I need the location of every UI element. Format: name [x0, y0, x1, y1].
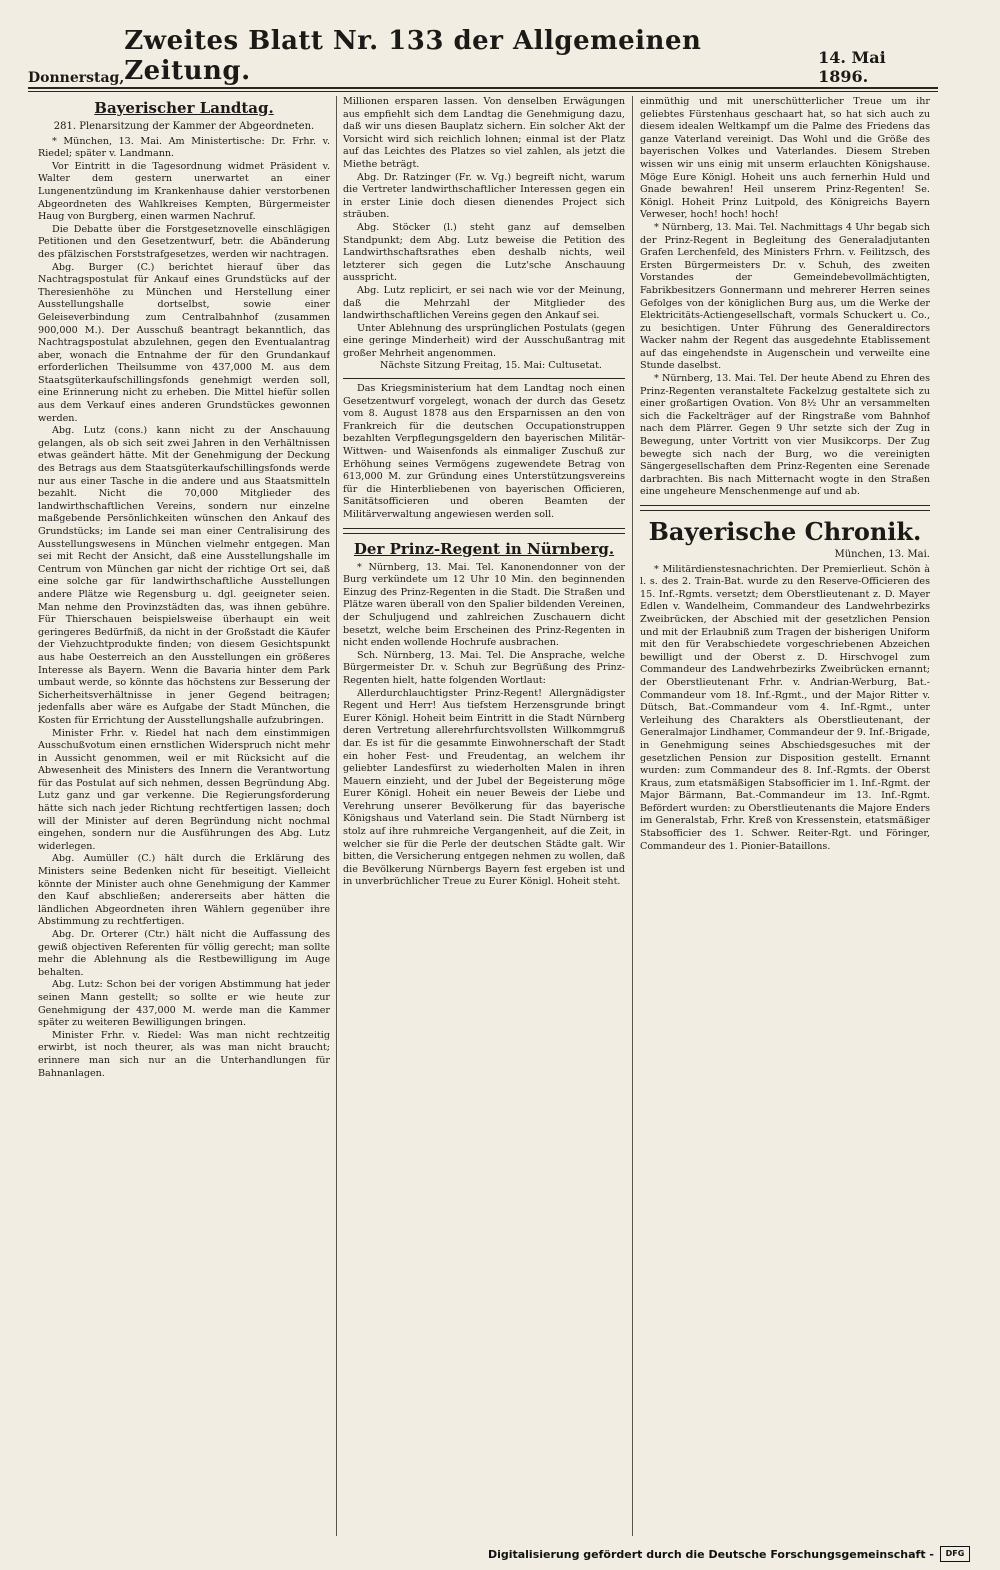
article-paragraph: Abg. Lutz (cons.) kann nicht zu der Anschauung gelangen, als ob sich seit zwei Jahren in den Verhältnissen etwas geändert hätte. Mit der Genehmigung der Deckung des Betrags aus dem Staatsgüterkaufschillingsfonds werde nur aus einer Tasche in die andere und aus Staatsmitteln bezahlt. Nicht die 70,000 Mitglieder des landwirthschaftlichen Vereins, sondern nur einzelne maßgebende Persönlichkeiten wünschen den Ankauf des Grundstücks; im Lande sei man einer Centralisirung des Ausstellungswesens in München vielmehr entgegen. Man sei mit Recht der Ansicht, daß eine Ausstellungshalle im Centrum von München gar nicht der richtige Ort sei, daß eine solche gar für landwirthschaftliche Ausstellungen andere Plätze wie Regensburg u. dgl. geeigneter seien. Man nehme den Provinzstädten das, was ihnen gebühre. Für Thierschauen beispielsweise überhaupt ein weit geringeres Bedürfniß, da nicht in der Großstadt die Käufer der Viehzuchtprodukte finden; von diesem Gesichtspunkt aus habe Oesterreich an den Ausstellungen ein größeres Interesse als Bayern. Wenn die Bavaria hinter dem Park umbaut werde, so könnte das höchstens zur Besserung der Sicherheitsverhältnisse in jener Gegend beitragen; jedenfalls aber wäre es Aufgabe der Stadt München, die Kosten für Errichtung der Ausstellungshalle aufzubringen. — [38, 425, 330, 726]
article-paragraph: * Nürnberg, 13. Mai. Tel. Nachmittags 4 Uhr begab sich der Prinz-Regent in Begleitung des Generaladjutanten Grafen Lerchenfeld, des Ministers Frhrn. v. Feilitzsch, des Ersten Bürgermeisters Dr. v. Schuh, des zweiten Vorstandes der Gemeindebevollmächtigten, Fabrikbesitzers Gonnermann und mehrerer Herren seines Gefolges von der königlichen Burg aus, um die Werke der Elektricitäts-Actiengesellschaft, vormals Schuckert u. Co., zu besichtigen. Unter Führung des Generaldirectors Wacker nahm der Regent das ausgedehnte Etablissement auf das eingehendste in Augenschein und verweilte eine Stunde daselbst. — [640, 221, 930, 372]
masthead-day: Donnerstag, — [28, 70, 125, 86]
article-paragraph: Die Debatte über die Forstgesetznovelle einschlägigen Petitionen und den Gesetzentwurf, betr. die Abänderung des pfälzischen Forststrafgesetzes, werden wir nachtragen. — [38, 223, 330, 260]
dfg-logo: DFG — [940, 1546, 970, 1562]
article-paragraph: * Militärdienstesnachrichten. Der Premierlieut. Schön à l. s. des 2. Train-Bat. wurde zu den Reserve-Officieren des 15. Inf.-Rgmts. versetzt; dem Oberstlieutenant z. D. Mayer Edlen v. Wandelheim, Commandeur des Landwehrbezirks Zweibrücken, der Abschied mit der gesetzlichen Pension und mit der Erlaubniß zum Tragen der bisherigen Uniform mit den für Verabschiedete vorgeschriebenen Abzeichen bewilligt und der Oberst z. D. Hirschvogel zum Commandeur des Landwehrbezirks Zweibrücken ernannt; der Oberstlieutenant Frhr. v. Andrian-Werburg, Bat.-Commandeur vom 18. Inf.-Rgmt., und der Major Ritter v. Dütsch, Bat.-Commandeur vom 4. Inf.-Rgmt., unter Verleihung des Charakters als Oberstlieutenant, der Generalmajor Lindhamer, Commandeur der 9. Inf.-Brigade, in Genehmigung seines Abschiedsgesuches mit der gesetzlichen Pension zur Disposition gestellt. Ernannt wurden: zum Commandeur des 8. Inf.-Rgmts. der Oberst Kraus, zum etatsmäßigen Stabsofficier im 1. Inf.-Rgmt. der Major Bärmann, Bat.-Commandeur im 13. Inf.-Rgmt. Befördert wurden: zu Oberstlieutenants die Majore Enders im Generalstab, Frhr. Kreß von Kressenstein, etatsmäßiger Stabsofficier des 1. Schwer. Reiter-Rgt. und Föringer, Commandeur des 1. Pionier-Bataillons. — [640, 563, 930, 852]
article-paragraph: Abg. Lutz: Schon bei der vorigen Abstimmung hat jeder seinen Mann gestellt; so sollte er wie heute zur Genehmigung der 437,000 M. werde man die Kammer später zu weiteren Bewilligungen bringen. — [38, 979, 330, 1029]
article-paragraph: einmüthig und mit unerschütterlicher Treue um ihr geliebtes Fürstenhaus geschaart hat, so hat sich auch zu diesem idealen Weltkampf um die Palme des Friedens das ganze Vaterland vereinigt. Das Wohl und die Größe des bayerischen Volkes und Vaterlandes. Diesem Streben wissen wir uns einig mit unserm erlauchten Königshause. Möge Eure Königl. Hoheit uns auch fernerhin Huld und Gnade bewahren! Heil unserem Prinz-Regenten! Se. Königl. Hoheit Prinz Luitpold, des Königreichs Bayern Verweser, hoch! hoch! hoch! — [640, 96, 930, 221]
digitization-footer — [488, 1544, 970, 1564]
column-2 — [343, 96, 625, 1540]
masthead-rule — [28, 87, 938, 89]
section-double-rule — [343, 528, 625, 534]
column-3 — [640, 96, 930, 1540]
section-subtitle: 281. Plenarsitzung der Kammer der Abgeordneten. — [53, 121, 315, 132]
article-paragraph: * Nürnberg, 13. Mai. Tel. Der heute Abend zu Ehren des Prinz-Regenten veranstaltete Fackelzug gestaltete sich zu einer großartigen Ovation. Von 8½ Uhr an versammelten sich die Fackelträger auf der Ringstraße vom Bahnhof nach dem Plärrer. Gegen 9 Uhr setzte sich der Zug in Bewegung, unter Vortritt von vier Musikcorps. Der Zug bewegte sich nach der Burg, wo die vereinigten Sängergesellschaften dem Prinz-Regenten eine Serenade darbrachten. Bis nach Mitternacht wogte in den Straßen eine ungeheure Menschenmenge auf und ab. — [640, 373, 930, 498]
masthead-title: Zweites Blatt Nr. 133 der Allgemeinen Zeitung. — [124, 26, 702, 86]
article-paragraph: Abg. Burger (C.) berichtet hierauf über das Nachtragspostulat für Ankauf eines Grundstücks auf der Theresienhöhe zu München und Herstellung einer Ausstellungshalle dortselbst, sowie einer Geleiseverbindung zum Centralbahnhof (zusammen 900,000 M.). Der Ausschuß beantragt bekanntlich, das Nachtragspostulat abzulehnen, gegen den Eventualantrag aber, wonach die Entnahme der für den Grundankauf erforderlichen Theilsumme von 437,000 M. aus dem Staatsgüterkaufschillingsfonds genehmigt werden soll, eine Erinnerung nicht zu erheben. Die Mittel hiefür sollen aus dem Verkauf eines anderen Grundstückes gewonnen werden. — [38, 261, 330, 424]
article-paragraph: Minister Frhr. v. Riedel hat nach dem einstimmigen Ausschußvotum einen ernstlichen Widerspruch nicht mehr in Aussicht genommen, weil er mit Rücksicht auf die Abwesenheit des Ministers des Innern die Verantwortung für das Postulat auf sich nehmen, dessen Begründung Abg. Lutz ganz und gar verkenne. Die Regierungsforderung hätte sich nach jeder Richtung rechtfertigen lassen; doch will der Minister auf deren Begründung nicht nochmal eingehen, sondern nur die Ausführungen des Abg. Lutz widerlegen. — [38, 727, 330, 852]
article-paragraph: Abg. Dr. Orterer (Ctr.) hält nicht die Auffassung des gewiß objectiven Referenten für völlig gerecht; man sollte mehr die Ablehnung als die Restbewilligung im Auge behalten. — [38, 929, 330, 978]
article-paragraph: Sch. Nürnberg, 13. Mai. Tel. Die Ansprache, welche Bürgermeister Dr. v. Schuh zur Begrüßung des Prinz-Regenten hielt, hatte folgenden Wortlaut: — [343, 649, 625, 686]
article-paragraph: * München, 13. Mai. Am Ministertische: Dr. Frhr. v. Riedel; später v. Landmann. — [38, 135, 330, 160]
section-title-chronik: Bayerische Chronik. — [648, 517, 922, 546]
column-divider — [632, 96, 633, 1536]
masthead — [28, 26, 938, 86]
masthead-rule-thin — [28, 91, 938, 92]
section-title-prinz-regent: Der Prinz-Regent in Nürnberg. — [353, 539, 615, 558]
column-1 — [38, 96, 330, 1540]
masthead-date: 14. Mai 1896. — [818, 48, 886, 86]
article-paragraph: Abg. Lutz replicirt, er sei nach wie vor der Meinung, daß die Mehrzahl der Mitglieder des landwirthschaftlichen Vereins gegen den Ankauf sei. — [343, 284, 625, 322]
column-divider — [336, 96, 337, 1536]
article-paragraph: * Nürnberg, 13. Mai. Tel. Kanonendonner von der Burg verkündete um 12 Uhr 10 Min. den beginnenden Einzug des Prinz-Regenten in die Stadt. Die Straßen und Plätze waren überall von den Spalier bildenden Vereinen, der Schuljugend und zahlreichen Zuschauern dicht besetzt, welche beim Erscheinen des Prinz-Regenten in nicht enden wollende Hochrufe ausbrachen. — [343, 561, 625, 649]
article-paragraph: Abg. Dr. Ratzinger (Fr. w. Vg.) begreift nicht, warum die Vertreter landwirthschaftlicher Interessen gegen ein in erster Linie doch diesen dienendes Project sich sträuben. — [343, 171, 625, 221]
footer-text: Digitalisierung gefördert durch die Deutsche Forschungsgemeinschaft - — [487, 1547, 934, 1561]
article-paragraph: Vor Eintritt in die Tagesordnung widmet Präsident v. Walter dem gestern unerwartet an einer Lungenentzündung im Krankenhause dahier verstorbenen Abgeordneten des Wahlkreises Kempten, Bürgermeister Haug von Burgberg, einen warmen Nachruf. — [38, 160, 330, 223]
article-paragraph: Das Kriegsministerium hat dem Landtag noch einen Gesetzentwurf vorgelegt, wonach der durch das Gesetz vom 8. August 1878 aus den Ersparnissen an den von Frankreich für die deutschen Occupationstruppen bezahlten Verpflegungsgeldern den bayerischen Militär-Wittwen- und Waisenfonds als einmaliger Zuschuß zur Erhöhung seines Vermögens zugewendete Betrag von 613,000 M. zur Gründung eines Unterstützungsvereins für die Hinterbliebenen von bayerischen Officieren, Sanitätsofficieren und oberen Beamten der Militärverwaltung angewiesen werden soll. — [343, 383, 625, 520]
article-paragraph: Millionen ersparen lassen. Von denselben Erwägungen aus empfiehlt sich dem Landtag die Genehmigung dazu, daß wir uns diesen Bauplatz sichern. Ein solcher Akt der Vorsicht wird sich reichlich lohnen; einmal ist der Platz auf das Leichtes des Platzes so viel zahlen, als jetzt die Miethe beträgt. — [343, 96, 625, 170]
article-paragraph: Allerdurchlauchtigster Prinz-Regent! Allergnädigster Regent und Herr! Aus tiefstem Herzensgrunde bringt Eurer Königl. Hoheit beim Eintritt in die Stadt Nürnberg deren Vertretung allerehrfurchtsvollsten Willkommgruß dar. Es ist für die gesammte Einwohnerschaft der Stadt ein hoher Fest- und Freudentag, an welchem ihr geliebter Landesfürst zu wiederholten Malen in ihren Mauern einzieht, und der Jubel der Begeisterung möge Eurer Königl. Hoheit ein neuer Beweis der Liebe und Verehrung unserer Bevölkerung für das bayerische Königshaus und Vaterland sein. Die Stadt Nürnberg ist stolz auf ihre ruhmreiche Vergangenheit, auf die Zeit, in welcher sie für die Perle der deutschen Städte galt. Wir bitten, die Versicherung entgegen nehmen zu wollen, daß die Bevölkerung Nürnbergs Bayern fest ergeben ist und in unverbrüchlicher Treue zu Eurer Königl. Hoheit steht. — [343, 687, 625, 888]
article-paragraph: Minister Frhr. v. Riedel: Was man nicht rechtzeitig erwirbt, ist noch theurer, als was man nicht braucht; erinnere man sich nur an die Unterhandlungen für Bahnanlagen. — [38, 1029, 330, 1079]
section-double-rule — [640, 505, 930, 511]
dateline: München, 13. Mai. — [834, 549, 930, 560]
next-session-note: Nächste Sitzung Freitag, 15. Mai: Cultusetat. — [380, 360, 602, 372]
section-rule — [343, 378, 625, 379]
article-paragraph: Unter Ablehnung des ursprünglichen Postulats (gegen eine geringe Minderheit) wird der Ausschußantrag mit großer Mehrheit angenommen. — [343, 322, 625, 359]
section-title-landtag: Bayerischer Landtag. — [94, 99, 274, 117]
article-paragraph: Abg. Stöcker (l.) steht ganz auf demselben Standpunkt; dem Abg. Lutz beweise die Petition des Landwirthschaftsrathes eben deshalb nichts, weil letzterer sich gegen die Lutz'sche Anschauung ausspricht. — [343, 221, 625, 284]
article-paragraph: Abg. Aumüller (C.) hält durch die Erklärung des Ministers seine Bedenken nicht für beseitigt. Vielleicht könnte der Minister auch ohne Genehmigung der Kammer den Kauf abschließen; andererseits aber hätten die ländlichen Abgeordneten ihren Wählern gegenüber ihre Abstimmung zu rechtfertigen. — [38, 853, 330, 928]
